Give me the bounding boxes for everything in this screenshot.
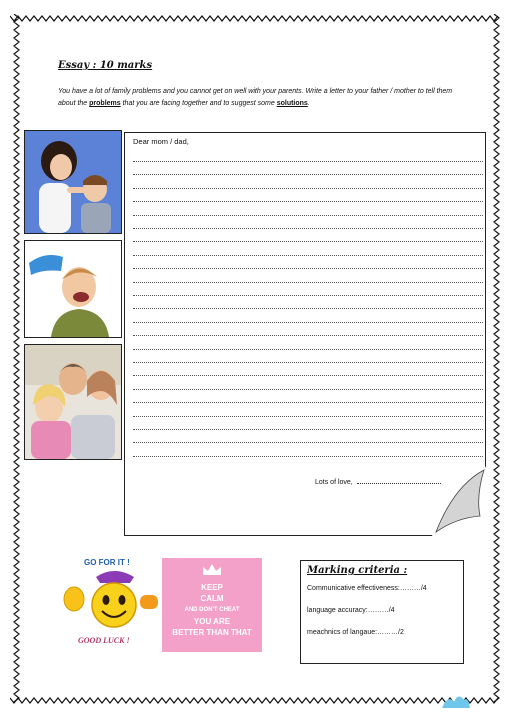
writing-line[interactable] xyxy=(133,201,483,202)
prompt-keyword-problems: problems xyxy=(89,100,121,107)
page-border-bottom xyxy=(10,696,500,704)
essay-prompt xyxy=(58,86,458,110)
keep-calm-poster xyxy=(162,558,262,652)
writing-line[interactable] xyxy=(133,416,483,417)
writing-line[interactable] xyxy=(133,215,483,216)
poster-line-calm: CALM xyxy=(200,594,224,603)
writing-line[interactable] xyxy=(133,442,483,443)
writing-line[interactable] xyxy=(133,375,483,376)
writing-line[interactable] xyxy=(133,268,483,269)
page-border-left xyxy=(12,14,20,704)
splash-decoration xyxy=(440,690,470,713)
essay-title: Essay : 10 marks xyxy=(58,60,153,71)
writing-line[interactable] xyxy=(133,241,483,242)
writing-line[interactable] xyxy=(133,282,483,283)
prompt-end: . xyxy=(307,100,310,107)
writing-line[interactable] xyxy=(133,255,483,256)
writing-line[interactable] xyxy=(133,456,483,457)
page-border-right xyxy=(492,14,500,704)
criteria-communicative: Communicative effectiveness:………/4 xyxy=(307,585,427,592)
photo-happy-family xyxy=(24,344,122,460)
writing-line[interactable] xyxy=(133,188,483,189)
poster-line-dont-cheat: AND DON'T CHEAT xyxy=(184,607,240,613)
marking-criteria-box xyxy=(300,560,464,664)
writing-line[interactable] xyxy=(133,161,483,162)
sticker-top-text: GO FOR IT ! xyxy=(84,558,130,567)
writing-line[interactable] xyxy=(133,295,483,296)
writing-line[interactable] xyxy=(133,349,483,350)
writing-line[interactable] xyxy=(133,228,483,229)
criteria-mechanics: meachnics of langaue:………/2 xyxy=(307,629,404,636)
photo-mother-scolding-son xyxy=(24,130,122,234)
good-luck-sticker xyxy=(56,555,166,656)
prompt-text-2: that you are facing together and to suggest some xyxy=(120,100,277,107)
writing-line[interactable] xyxy=(133,322,483,323)
poster-line-keep: KEEP xyxy=(201,583,223,592)
page-border-top xyxy=(10,14,500,22)
poster-line-better: BETTER THAN THAT xyxy=(172,628,252,637)
prompt-text-1: You have a lot of family problems and you cannot get on well with your parents. Write a letter to your father / mother to tell them about the xyxy=(58,88,453,107)
writing-line[interactable] xyxy=(133,308,483,309)
marking-criteria-title: Marking criteria : xyxy=(307,565,408,576)
criteria-language-accuracy: language accuracy:………/4 xyxy=(307,607,395,614)
closing-text: Lots of love, xyxy=(315,479,353,486)
prompt-keyword-solutions: solutions xyxy=(276,100,308,107)
writing-line[interactable] xyxy=(133,335,483,336)
crown-icon xyxy=(162,562,262,581)
writing-line[interactable] xyxy=(133,429,483,430)
poster-line-you-are: YOU ARE xyxy=(193,617,231,626)
letter-closing xyxy=(315,479,441,486)
writing-line[interactable] xyxy=(133,174,483,175)
letter-salutation: Dear mom / dad, xyxy=(133,137,189,146)
writing-line[interactable] xyxy=(133,362,483,363)
signature-line[interactable] xyxy=(357,483,441,484)
page-curl-decoration xyxy=(432,466,486,541)
writing-line[interactable] xyxy=(133,389,483,390)
photo-crying-boy xyxy=(24,240,122,338)
writing-line[interactable] xyxy=(133,402,483,403)
sticker-bottom-text: GOOD LUCK ! xyxy=(78,636,130,645)
